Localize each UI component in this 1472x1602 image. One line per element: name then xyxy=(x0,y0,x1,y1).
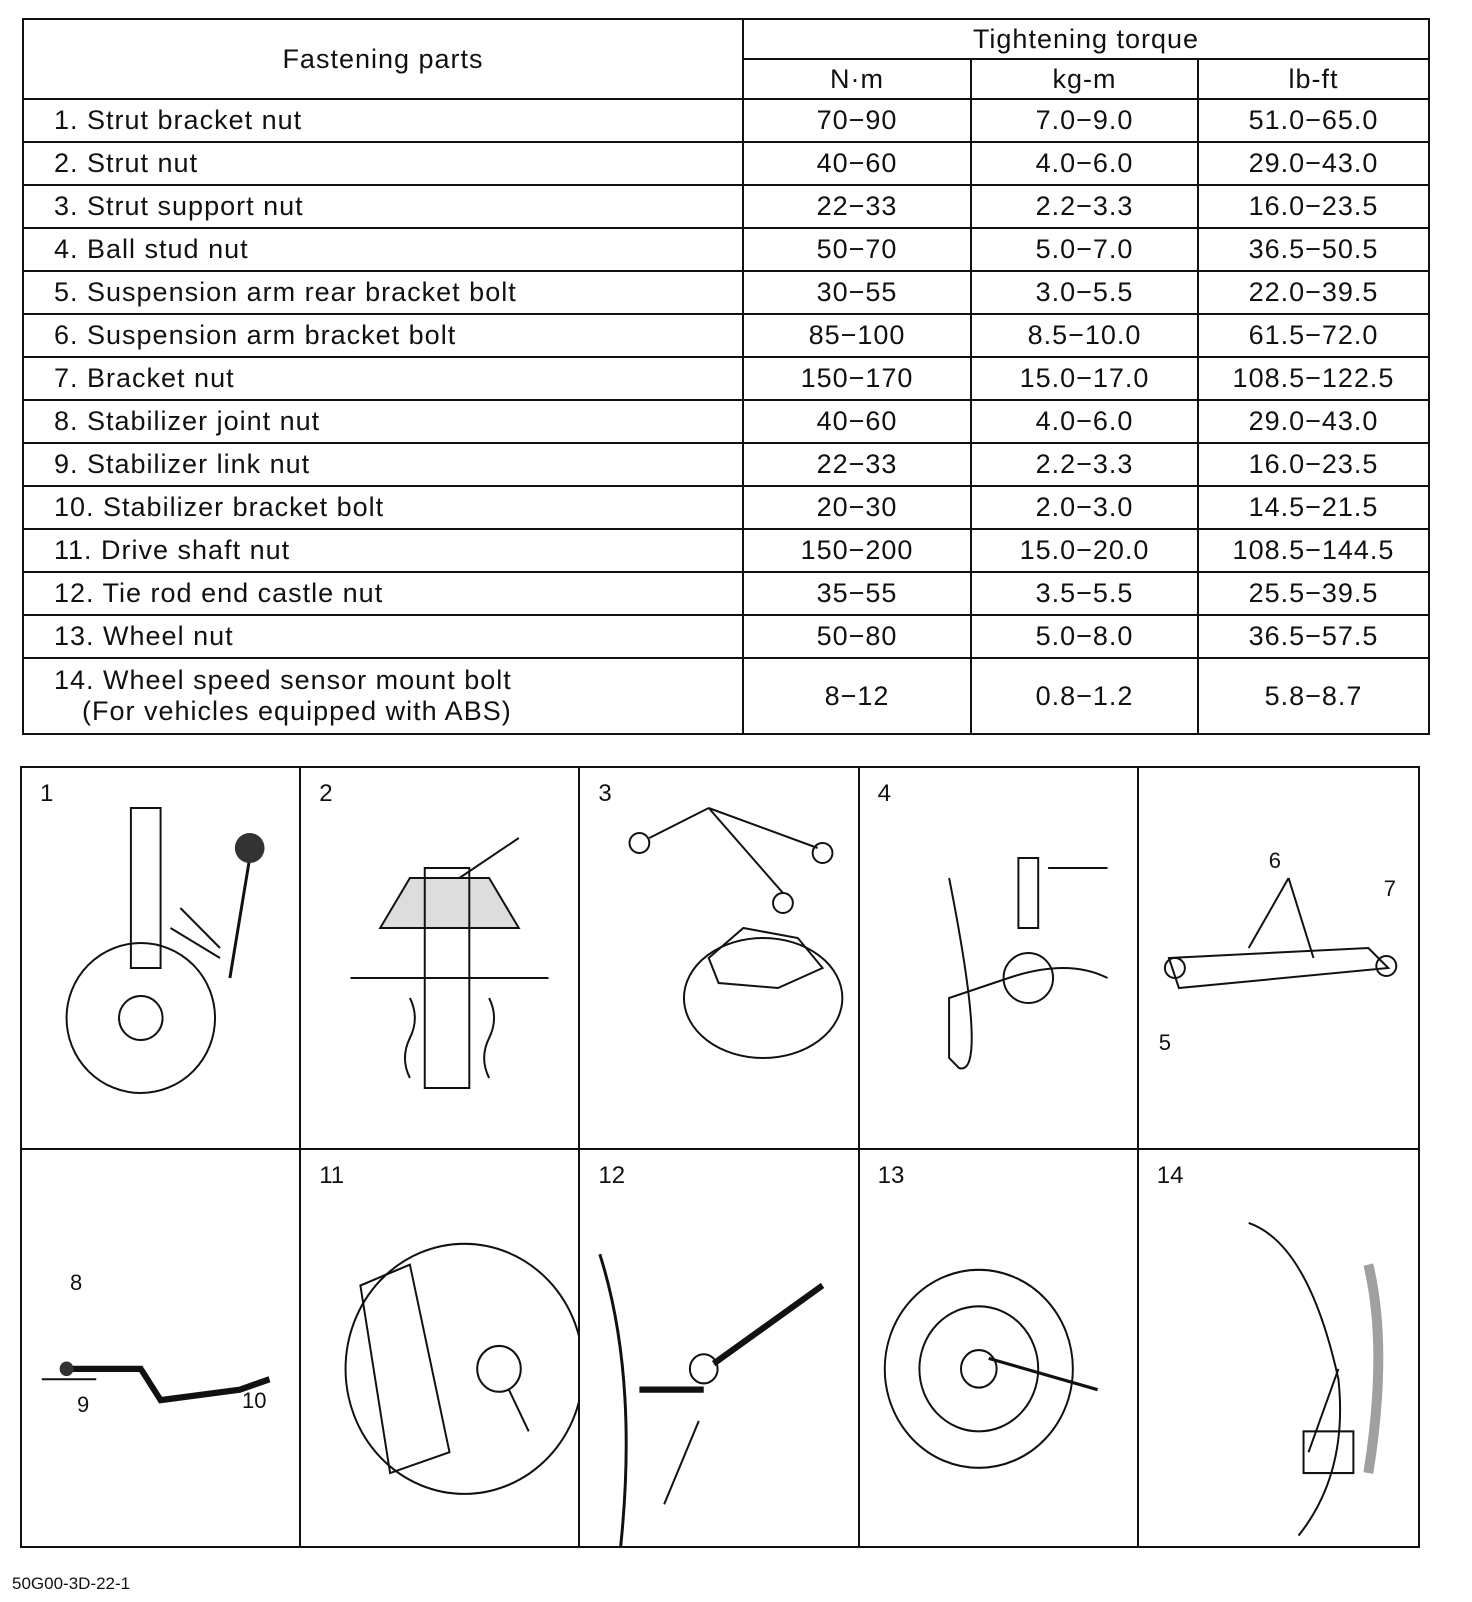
torque-nm: 8−12 xyxy=(743,658,971,734)
torque-lbft: 16.0−23.5 xyxy=(1198,443,1429,486)
figure-number: 12 xyxy=(598,1162,626,1189)
figure-number: 4 xyxy=(877,780,891,807)
torque-lbft: 5.8−8.7 xyxy=(1198,658,1429,734)
header-unit-lbft: lb-ft xyxy=(1198,59,1429,99)
torque-nm: 150−170 xyxy=(743,357,971,400)
figure-number: 11 xyxy=(319,1162,345,1189)
header-unit-nm: N·m xyxy=(743,59,971,99)
part-name xyxy=(23,357,743,400)
torque-kgm: 7.0−9.0 xyxy=(971,99,1198,142)
torque-kgm: 8.5−10.0 xyxy=(971,314,1198,357)
part-name xyxy=(23,572,743,615)
part-name xyxy=(23,271,743,314)
torque-lbft: 36.5−57.5 xyxy=(1198,615,1429,658)
suspension-illustration xyxy=(580,1150,857,1546)
part-name xyxy=(23,443,743,486)
torque-lbft: 22.0−39.5 xyxy=(1198,271,1429,314)
part-name-text: 13. Wheel nut xyxy=(54,621,234,651)
callout-number: 5 xyxy=(1158,1030,1172,1055)
table-row xyxy=(23,658,1429,734)
header-fastening-parts: Fastening parts xyxy=(23,19,743,99)
figure-panel xyxy=(22,768,301,1150)
torque-kgm: 3.0−5.5 xyxy=(971,271,1198,314)
part-name-text: 1. Strut bracket nut xyxy=(54,105,303,135)
part-name xyxy=(23,658,743,734)
callout-number: 8 xyxy=(70,1270,83,1295)
callout-number: 7 xyxy=(1383,876,1397,901)
figure-number: 2 xyxy=(319,780,333,807)
part-name xyxy=(23,529,743,572)
figure-panel xyxy=(860,1150,1139,1546)
part-name-text: 11. Drive shaft nut xyxy=(54,535,291,565)
torque-kgm: 4.0−6.0 xyxy=(971,142,1198,185)
table-row xyxy=(23,142,1429,185)
part-name xyxy=(23,228,743,271)
part-name xyxy=(23,99,743,142)
figure-panel xyxy=(1139,1150,1418,1546)
suspension-illustration xyxy=(1139,768,1418,1148)
figure-grid xyxy=(20,766,1420,1548)
torque-lbft: 36.5−50.5 xyxy=(1198,228,1429,271)
part-name-text: 12. Tie rod end castle nut xyxy=(54,578,384,608)
part-name xyxy=(23,615,743,658)
part-name-text: 6. Suspension arm bracket bolt xyxy=(54,320,457,350)
part-name-text: 2. Strut nut xyxy=(54,148,199,178)
torque-nm: 40−60 xyxy=(743,400,971,443)
torque-nm: 50−80 xyxy=(743,615,971,658)
part-name xyxy=(23,185,743,228)
torque-nm: 22−33 xyxy=(743,185,971,228)
part-name-text: 3. Strut support nut xyxy=(54,191,304,221)
header-tightening-torque: Tightening torque xyxy=(743,19,1429,59)
figure-panel xyxy=(860,768,1139,1150)
suspension-illustration xyxy=(301,768,578,1148)
figure-panel xyxy=(1139,768,1418,1150)
torque-lbft: 108.5−122.5 xyxy=(1198,357,1429,400)
part-name-text: 7. Bracket nut xyxy=(54,363,235,393)
table-row xyxy=(23,443,1429,486)
torque-kgm: 15.0−17.0 xyxy=(971,357,1198,400)
table-row xyxy=(23,357,1429,400)
torque-nm: 50−70 xyxy=(743,228,971,271)
torque-lbft: 29.0−43.0 xyxy=(1198,400,1429,443)
table-row xyxy=(23,185,1429,228)
part-name xyxy=(23,314,743,357)
torque-nm: 70−90 xyxy=(743,99,971,142)
torque-lbft: 51.0−65.0 xyxy=(1198,99,1429,142)
callout-number: 6 xyxy=(1268,848,1282,873)
callout-number: 10 xyxy=(242,1388,267,1413)
part-name-text: 5. Suspension arm rear bracket bolt xyxy=(54,277,517,307)
torque-kgm: 4.0−6.0 xyxy=(971,400,1198,443)
part-name-text: 10. Stabilizer bracket bolt xyxy=(54,492,385,522)
torque-kgm: 2.2−3.3 xyxy=(971,185,1198,228)
torque-lbft: 61.5−72.0 xyxy=(1198,314,1429,357)
table-row xyxy=(23,99,1429,142)
torque-nm: 20−30 xyxy=(743,486,971,529)
suspension-illustration xyxy=(1139,1150,1418,1546)
torque-kgm: 15.0−20.0 xyxy=(971,529,1198,572)
part-name xyxy=(23,400,743,443)
table-row xyxy=(23,572,1429,615)
torque-kgm: 5.0−7.0 xyxy=(971,228,1198,271)
callout-number: 9 xyxy=(77,1392,90,1417)
suspension-illustration xyxy=(580,768,857,1148)
part-name-text: 14. Wheel speed sensor mount bolt xyxy=(54,665,512,695)
table-row xyxy=(23,529,1429,572)
part-name xyxy=(23,142,743,185)
header-unit-kgm: kg-m xyxy=(971,59,1198,99)
torque-lbft: 14.5−21.5 xyxy=(1198,486,1429,529)
figure-number: 1 xyxy=(40,780,54,807)
figure-panel xyxy=(301,1150,580,1546)
figure-number: 3 xyxy=(598,780,612,807)
part-name-text: 4. Ball stud nut xyxy=(54,234,249,264)
torque-lbft: 16.0−23.5 xyxy=(1198,185,1429,228)
torque-nm: 150−200 xyxy=(743,529,971,572)
torque-nm: 22−33 xyxy=(743,443,971,486)
part-name-text: 9. Stabilizer link nut xyxy=(54,449,311,479)
figure-panel xyxy=(22,1150,301,1546)
figure-number: 14 xyxy=(1156,1162,1184,1189)
part-name-text: 8. Stabilizer joint nut xyxy=(54,406,321,436)
torque-lbft: 108.5−144.5 xyxy=(1198,529,1429,572)
table-row xyxy=(23,228,1429,271)
part-name xyxy=(23,486,743,529)
figure-number: 13 xyxy=(877,1162,905,1189)
part-note: (For vehicles equipped with ABS) xyxy=(82,696,512,726)
torque-kgm: 2.0−3.0 xyxy=(971,486,1198,529)
torque-nm: 35−55 xyxy=(743,572,971,615)
torque-nm: 85−100 xyxy=(743,314,971,357)
table-row xyxy=(23,615,1429,658)
table-row xyxy=(23,486,1429,529)
figure-panel xyxy=(580,1150,859,1546)
torque-nm: 40−60 xyxy=(743,142,971,185)
table-row xyxy=(23,314,1429,357)
figure-panel xyxy=(580,768,859,1150)
torque-kgm: 0.8−1.2 xyxy=(971,658,1198,734)
torque-lbft: 29.0−43.0 xyxy=(1198,142,1429,185)
torque-nm: 30−55 xyxy=(743,271,971,314)
torque-kgm: 2.2−3.3 xyxy=(971,443,1198,486)
table-row xyxy=(23,271,1429,314)
table-row xyxy=(23,400,1429,443)
suspension-illustration xyxy=(860,768,1137,1148)
torque-kgm: 3.5−5.5 xyxy=(971,572,1198,615)
torque-kgm: 5.0−8.0 xyxy=(971,615,1198,658)
suspension-illustration xyxy=(301,1150,578,1546)
figure-panel xyxy=(301,768,580,1150)
figure-code: 50G00-3D-22-1 xyxy=(12,1574,131,1593)
torque-table xyxy=(22,18,1430,735)
suspension-illustration xyxy=(860,1150,1137,1546)
suspension-illustration xyxy=(22,1150,299,1546)
suspension-illustration xyxy=(22,768,299,1148)
torque-lbft: 25.5−39.5 xyxy=(1198,572,1429,615)
